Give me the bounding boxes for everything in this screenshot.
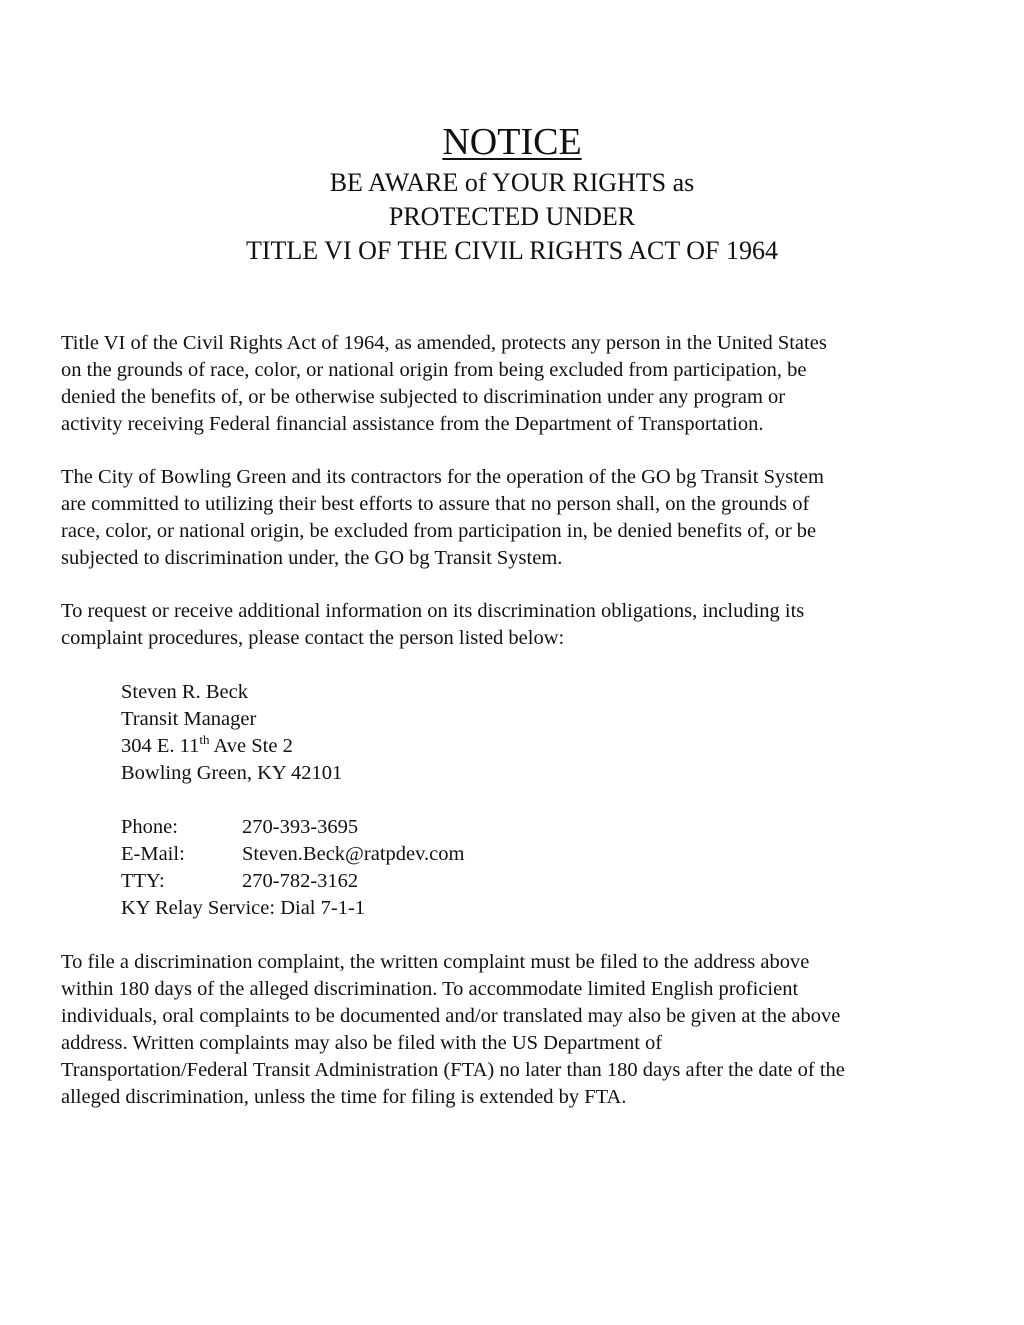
- paragraph-line: race, color, or national origin, be excluded from participation in, be denied benefits of, or be: [61, 520, 817, 542]
- paragraph-line: are committed to utilizing their best efforts to assure that no person shall, on the grounds of: [61, 493, 810, 515]
- email-value[interactable]: Steven.Beck@ratpdev.com: [242, 843, 465, 865]
- paragraph-line: The City of Bowling Green and its contractors for the operation of the GO bg Transit System: [61, 466, 824, 488]
- notice-title: NOTICE: [442, 121, 582, 163]
- paragraph-line: Title VI of the Civil Rights Act of 1964, as amended, protects any person in the United States: [61, 332, 827, 354]
- address-number: 304 E. 11: [121, 735, 200, 757]
- paragraph-line: complaint procedures, please contact the person listed below:: [61, 627, 565, 649]
- subtitle-line-3: TITLE VI OF THE CIVIL RIGHTS ACT OF 1964: [245, 236, 779, 265]
- contact-city-line: Bowling Green, KY 42101: [121, 762, 343, 784]
- paragraph-line: To request or receive additional information on its discrimination obligations, including its: [61, 600, 805, 622]
- phone-row: [121, 814, 464, 841]
- paragraph-file-complaint: [61, 949, 961, 1111]
- paragraph-line: denied the benefits of, or be otherwise subjected to discrimination under any program or: [61, 386, 786, 408]
- paragraph-line: on the grounds of race, color, or national origin from being excluded from participation, be: [61, 359, 807, 381]
- email-label: E-Mail:: [121, 843, 185, 865]
- address-street: Ave Ste 2: [209, 735, 293, 757]
- paragraph-line: subjected to discrimination under, the GO bg Transit System.: [61, 547, 563, 569]
- paragraph-line: within 180 days of the alleged discrimination. To accommodate limited English proficient: [61, 978, 799, 1000]
- relay-service-row: KY Relay Service: Dial 7-1-1: [121, 897, 366, 919]
- paragraph-request-info: [61, 598, 961, 652]
- tty-row: [121, 868, 464, 895]
- paragraph-title-vi-protection: [61, 330, 961, 438]
- email-row: [121, 841, 464, 868]
- paragraph-line: To file a discrimination complaint, the written complaint must be filed to the address above: [61, 951, 810, 973]
- tty-value[interactable]: 270-782-3162: [242, 870, 359, 892]
- subtitle-line-1: BE AWARE of YOUR RIGHTS as: [329, 168, 695, 197]
- paragraph-line: individuals, oral complaints to be documented and/or translated may also be given at the above: [61, 1005, 841, 1027]
- paragraph-city-commitment: [61, 464, 961, 572]
- paragraph-line: Transportation/Federal Transit Administration (FTA) no later than 180 days after the date of the: [61, 1059, 845, 1081]
- contact-street-address: [121, 733, 342, 760]
- address-ordinal-suffix: th: [199, 732, 210, 747]
- paragraph-line: activity receiving Federal financial assistance from the Department of Transportation.: [61, 413, 764, 435]
- phone-label: Phone:: [121, 816, 178, 838]
- paragraph-line: address. Written complaints may also be filed with the US Department of: [61, 1032, 663, 1054]
- contact-name: Steven R. Beck: [121, 681, 248, 703]
- contact-job-title: Transit Manager: [121, 708, 257, 730]
- subtitle-line-2: PROTECTED UNDER: [388, 202, 636, 231]
- contact-details: [121, 814, 464, 922]
- phone-value[interactable]: 270-393-3695: [242, 816, 359, 838]
- tty-label: TTY:: [121, 870, 165, 892]
- contact-address-block: [121, 679, 342, 787]
- paragraph-line: alleged discrimination, unless the time for filing is extended by FTA.: [61, 1086, 627, 1108]
